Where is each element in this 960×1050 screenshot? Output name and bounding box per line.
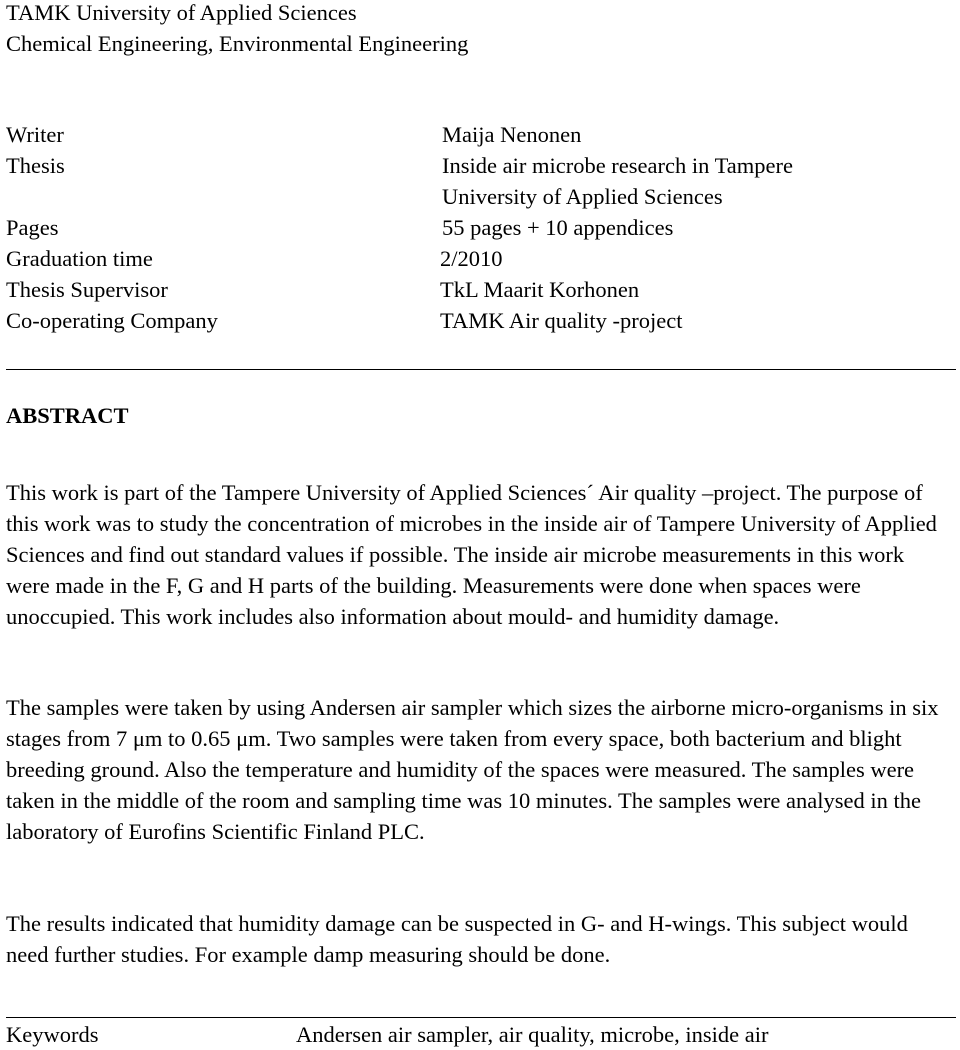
company-label: Co-operating Company xyxy=(6,308,218,333)
graduation-value: 2/2010 xyxy=(440,246,503,271)
thesis-label: Thesis xyxy=(6,153,65,178)
pages-value: 55 pages + 10 appendices xyxy=(442,215,674,240)
meta-row-supervisor xyxy=(6,274,956,305)
abstract-heading: ABSTRACT xyxy=(6,403,129,428)
university-name: TAMK University of Applied Sciences xyxy=(6,0,357,25)
abstract-paragraph-2: The samples were taken by using Andersen air sampler which sizes the airborne micro-organisms in six stages from 7 μm to 0.65 μm. Two samples were taken from every space, both bacterium and blight breeding ground. Also the temperature and humidity of the spaces were measured. The samples were taken in the middle of the room and sampling time was 10 minutes. The samples were analysed in the laboratory of Eurofins Scientific Finland PLC. xyxy=(6,695,939,844)
writer-value: Maija Nenonen xyxy=(442,122,582,147)
department-name: Chemical Engineering, Environmental Engineering xyxy=(6,31,469,56)
company-value: TAMK Air quality -project xyxy=(440,308,683,333)
thesis-title-line2: University of Applied Sciences xyxy=(442,184,723,209)
meta-row-writer xyxy=(6,119,956,150)
graduation-label: Graduation time xyxy=(6,246,153,271)
meta-row-pages xyxy=(6,212,956,243)
keywords-label: Keywords xyxy=(6,1022,99,1047)
supervisor-label: Thesis Supervisor xyxy=(6,277,168,302)
supervisor-value: TkL Maarit Korhonen xyxy=(440,277,640,302)
thesis-title-line1: Inside air microbe research in Tampere xyxy=(442,153,793,178)
meta-row-thesis xyxy=(6,150,956,181)
divider-bottom xyxy=(6,1017,956,1018)
pages-label: Pages xyxy=(6,215,59,240)
abstract-paragraph-1: This work is part of the Tampere University of Applied Sciences´ Air quality –project. The purpose of this work was to study the concentration of microbes in the inside air of Tampere University of Applied Sciences and find out standard values if possible. The inside air microbe measurements in this work were made in the F, G and H parts of the building. Measurements were done when spaces were unoccupied. This work includes also information about mould- and humidity damage. xyxy=(6,480,937,629)
keywords-value: Andersen air sampler, air quality, microbe, inside air xyxy=(296,1022,769,1047)
meta-row-company xyxy=(6,305,956,336)
abstract-paragraph-3: The results indicated that humidity damage can be suspected in G- and H-wings. This subject would need further studies. For example damp measuring should be done. xyxy=(6,911,908,967)
divider-top xyxy=(6,369,956,370)
meta-row-graduation xyxy=(6,243,956,274)
meta-row-thesis-cont xyxy=(6,181,956,212)
writer-label: Writer xyxy=(6,122,64,147)
